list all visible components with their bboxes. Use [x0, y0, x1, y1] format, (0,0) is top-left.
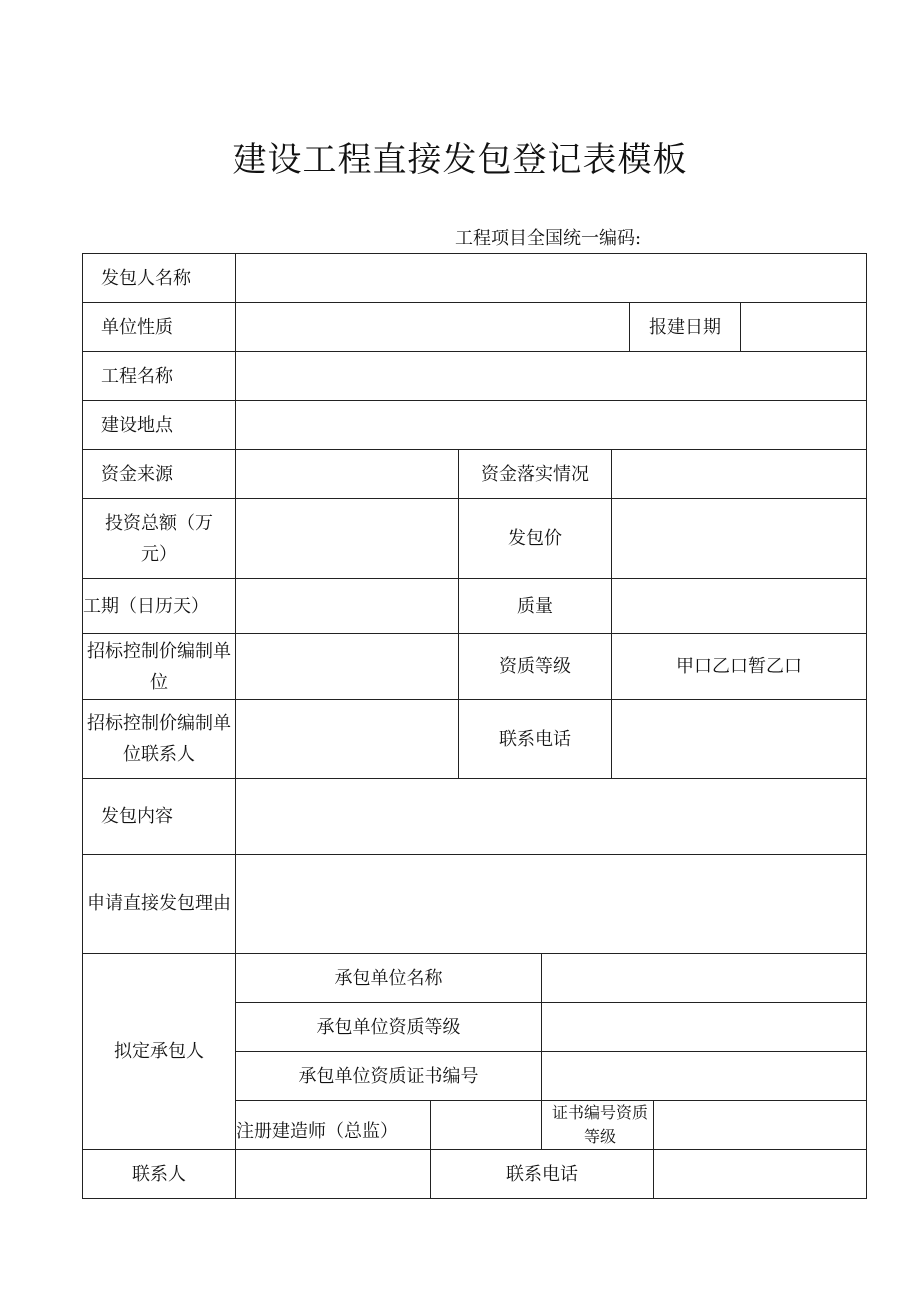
label-duration: 工期（日历天） [83, 595, 209, 617]
label-unit-nature: 单位性质 [101, 316, 173, 338]
col-line [611, 449, 612, 778]
label-contractor-name: 承包单位名称 [334, 967, 443, 989]
label-direct-reason: 申请直接发包理由 [87, 893, 231, 914]
label-proposed-contractor: 拟定承包人 [114, 1041, 204, 1062]
table-border-bottom [82, 1198, 867, 1199]
label-qualification-level: 资质等级 [499, 656, 571, 677]
label-filing-date: 报建日期 [649, 316, 721, 338]
label-project-name: 工程名称 [101, 365, 173, 387]
label-contractor-cert-no: 承包单位资质证书编号 [298, 1065, 479, 1087]
label-contact-person: 联系人 [132, 1163, 186, 1185]
label-fund-source: 资金来源 [101, 463, 173, 485]
label-fund-status: 资金落实情况 [481, 463, 589, 485]
label-tender-control-contact: 招标控制价编制单位联系人 [87, 713, 231, 765]
col-line [740, 302, 741, 351]
label-quality: 质量 [517, 595, 553, 617]
label-employer-name: 发包人名称 [101, 267, 191, 289]
qualification-options: 甲口乙口暂乙口 [676, 656, 802, 677]
label-location: 建设地点 [101, 414, 173, 436]
label-contract-content: 发包内容 [101, 806, 173, 827]
col-line [653, 1100, 654, 1198]
table-border-right [866, 253, 867, 1199]
label-contract-price: 发包价 [508, 528, 562, 549]
project-code-label: 工程项目全国统一编码: [455, 228, 642, 249]
label-registered-engineer: 注册建造师（总监） [236, 1121, 398, 1142]
label-contractor-qualification: 承包单位资质等级 [316, 1016, 461, 1038]
label-investment-total: 投资总额（万元） [105, 512, 213, 565]
col-line [541, 953, 542, 1149]
label-contact-phone-2: 联系电话 [506, 1163, 578, 1185]
label-tender-control-unit: 招标控制价编制单位 [87, 640, 231, 693]
label-contact-phone: 联系电话 [499, 728, 571, 750]
label-cert-no-qualification: 证书编号资质等级 [551, 1103, 648, 1146]
page-title: 建设工程直接发包登记表模板 [232, 140, 688, 180]
